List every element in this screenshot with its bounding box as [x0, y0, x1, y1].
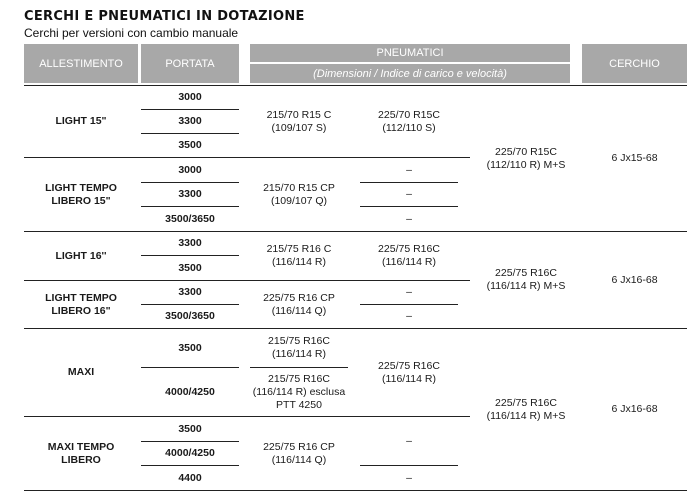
tyre-cell: 215/70 R15 CP (109/107 Q): [263, 181, 335, 207]
load-cell: 4000/4250: [165, 385, 215, 398]
load-cell: 3500/3650: [165, 310, 215, 322]
trim-cell: LIGHT TEMPO LIBERO 15": [45, 181, 117, 207]
tyre-cell: 225/75 R16C (116/114 R): [378, 359, 440, 385]
trim-cell: LIGHT TEMPO LIBERO 16": [45, 291, 117, 317]
rim-cell: 6 Jx16-68: [611, 403, 658, 415]
load-cell: 3500: [178, 139, 202, 151]
trim-cell: LIGHT 15": [55, 115, 107, 127]
header-pneumatici-sub: (Dimensioni / Indice di carico e velocità): [250, 64, 570, 83]
tyre-cell: 225/75 R16 CP (116/114 Q): [263, 291, 335, 317]
tyre-cell: –: [406, 471, 412, 484]
tyre-cell: 225/70 R15C (112/110 R) M+S: [486, 145, 566, 171]
page-title: CERCHI E PNEUMATICI IN DOTAZIONE: [24, 9, 305, 24]
load-cell: 3500: [178, 261, 202, 274]
header-allestimento: ALLESTIMENTO: [24, 44, 138, 83]
load-cell: 3000: [178, 163, 202, 176]
tyre-cell: 215/75 R16C (116/114 R): [268, 335, 330, 360]
load-cell: 3300: [178, 115, 202, 127]
load-cell: 3300: [178, 286, 202, 298]
page-subtitle: Cerchi per versioni con cambio manuale: [24, 26, 239, 40]
tyre-cell: 225/75 R16C (116/114 R) M+S: [486, 267, 566, 292]
tyre-cell: 215/75 R16C (116/114 R) esclusa PTT 4250: [252, 372, 346, 411]
trim-cell: MAXI TEMPO LIBERO: [47, 440, 115, 466]
tyre-cell: –: [406, 286, 412, 298]
tyre-cell: 215/75 R16 C (116/114 R): [266, 243, 332, 268]
load-cell: 3300: [178, 237, 202, 249]
rim-cell: 6 Jx15-68: [611, 152, 658, 164]
trim-cell: LIGHT 16'': [55, 249, 107, 262]
load-cell: 4400: [178, 471, 202, 484]
load-cell: 3300: [178, 188, 202, 200]
tyre-cell: –: [406, 310, 412, 322]
rule-bottom: [24, 490, 687, 491]
tyre-cell: –: [406, 212, 412, 225]
tyre-cell: 225/75 R16C (116/114 R) M+S: [486, 396, 566, 422]
tyre-cell: –: [406, 163, 412, 176]
tyre-cell: 225/75 R16C (116/114 R): [378, 243, 440, 268]
load-cell: 3000: [178, 91, 202, 103]
tyre-cell: 225/75 R16 CP (116/114 Q): [263, 440, 335, 466]
tyre-cell: 215/70 R15 C (109/107 S): [266, 108, 332, 134]
header-cerchio: CERCHIO: [582, 44, 687, 83]
load-cell: 3500: [178, 422, 202, 435]
rim-cell: 6 Jx16-68: [611, 273, 658, 286]
load-cell: 3500: [178, 341, 202, 354]
load-cell: 3500/3650: [165, 212, 215, 225]
tyre-cell: –: [406, 188, 412, 200]
tyre-cell: –: [406, 434, 412, 447]
trim-cell: MAXI: [67, 366, 95, 378]
load-cell: 4000/4250: [165, 447, 215, 459]
tyre-cell: 225/70 R15C (112/110 S): [378, 108, 440, 134]
header-pneumatici: PNEUMATICI: [250, 44, 570, 62]
header-portata: PORTATA: [141, 44, 239, 83]
